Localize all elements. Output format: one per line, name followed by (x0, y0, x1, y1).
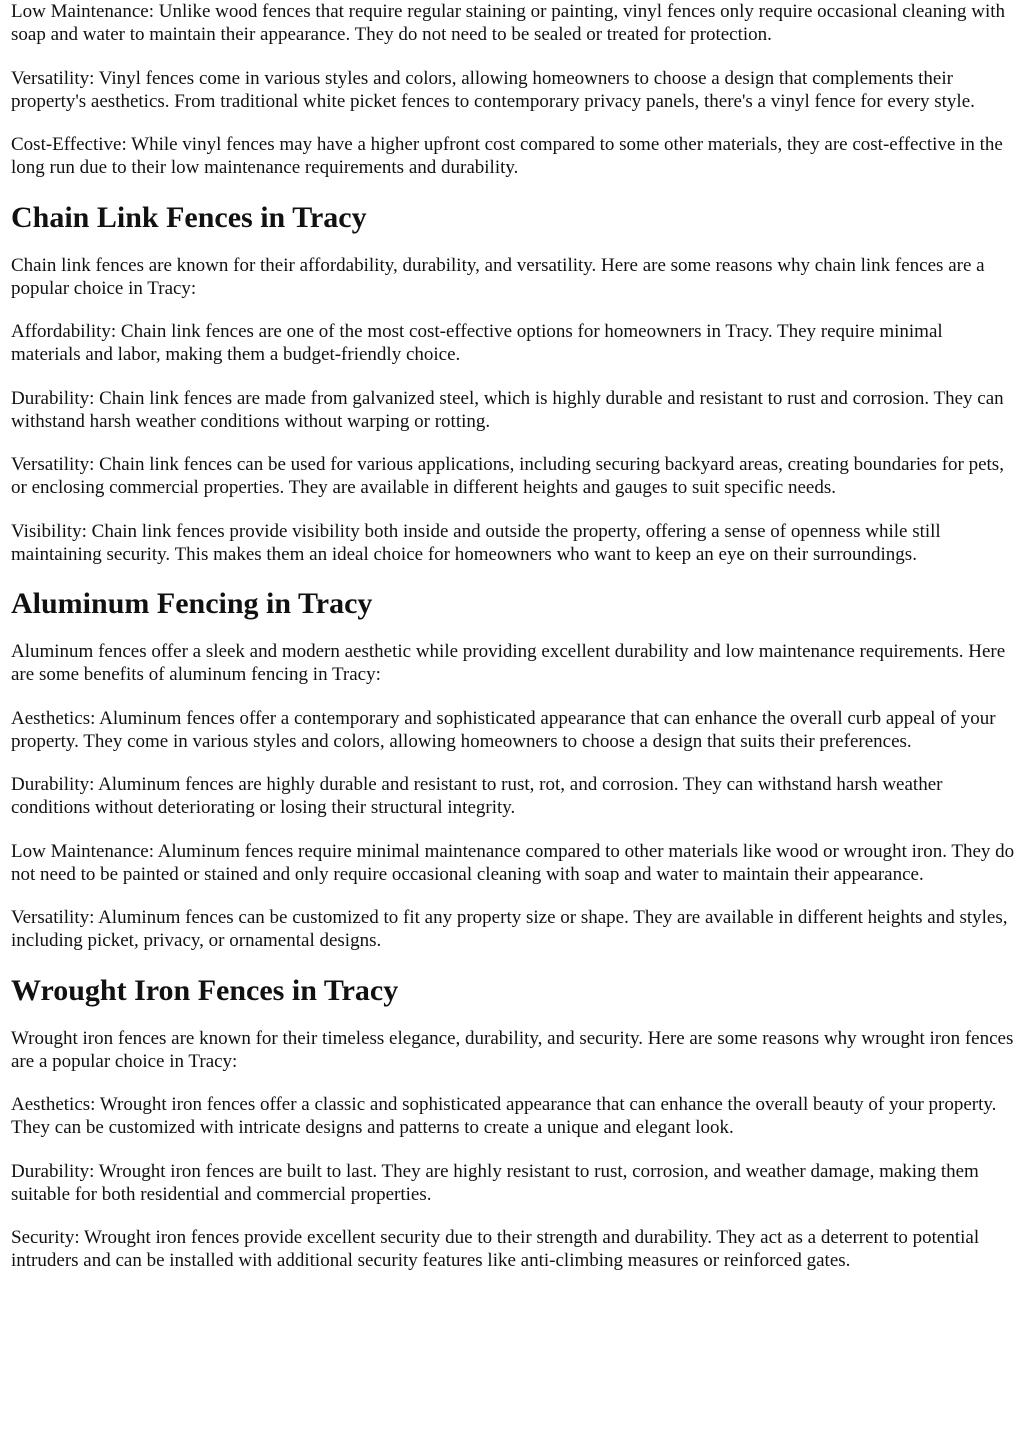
wrought-iron-section (11, 973, 1015, 1273)
chain-link-versatility-paragraph: Versatility: Chain link fences can be used for various applications, including securing backyard areas, creating boundaries for pets, or enclosing commercial properties. They are available in different heights and gauges to suit specific needs. (11, 454, 1004, 498)
aluminum-section (11, 586, 1015, 952)
aluminum-intro-paragraph: Aluminum fences offer a sleek and modern aesthetic while providing excellent durability and low maintenance requirements. Here are some benefits of aluminum fencing in Tracy: (11, 641, 1006, 685)
aluminum-durability-paragraph: Durability: Aluminum fences are highly durable and resistant to rust, rot, and corrosion. They can withstand harsh weather conditions without deteriorating or losing their structural integrity. (11, 774, 943, 818)
aluminum-low-maintenance-paragraph: Low Maintenance: Aluminum fences require minimal maintenance compared to other materials like wood or wrought iron. They do not need to be painted or stained and only require occasional cleaning with soap and water to maintain their appearance. (11, 840, 1015, 885)
wrought-iron-durability-paragraph: Durability: Wrought iron fences are built to last. They are highly resistant to rust, corrosion, and weather damage, making them suitable for both residential and commercial properties. (11, 1160, 979, 1205)
aluminum-aesthetics-paragraph: Aesthetics: Aluminum fences offer a contemporary and sophisticated appearance that can enhance the overall curb appeal of your property. They come in various styles and colors, allowing homeowners to choose a design that suits their preferences. (11, 707, 996, 752)
chain-link-heading: Chain Link Fences in Tracy (11, 200, 367, 234)
wrought-iron-aesthetics-paragraph: Aesthetics: Wrought iron fences offer a classic and sophisticated appearance that can enhance the overall beauty of your property. They can be customized with intricate designs and patterns to create a unique and elegant look. (11, 1094, 997, 1138)
vinyl-versatility-paragraph: Versatility: Vinyl fences come in various styles and colors, allowing homeowners to choose a design that complements their property's aesthetics. From traditional white picket fences to contemporary privacy panels, there's a vinyl fence for every style. (11, 67, 975, 112)
wrought-iron-security-paragraph: Security: Wrought iron fences provide excellent security due to their strength and durability. They act as a deterrent to potential intruders and can be installed with additional security features like anti-climbing measures or reinforced gates. (11, 1227, 980, 1271)
article-body (11, 0, 1015, 1293)
vinyl-low-maintenance-paragraph: Low Maintenance: Unlike wood fences that require regular staining or painting, vinyl fences only require occasional cleaning with soap and water to maintain their appearance. They do not need to be sealed or treated for protection. (11, 1, 1006, 45)
chain-link-visibility-paragraph: Visibility: Chain link fences provide visibility both inside and outside the property, offering a sense of openness while still maintaining security. This makes them an ideal choice for homeowners who want to keep an eye on their surroundings. (11, 520, 941, 565)
wrought-iron-heading: Wrought Iron Fences in Tracy (11, 973, 399, 1007)
chain-link-section (11, 200, 1015, 566)
chain-link-intro-paragraph: Chain link fences are known for their affordability, durability, and versatility. Here are some reasons why chain link fences are a popular choice in Tracy: (11, 254, 985, 299)
wrought-iron-intro-paragraph: Wrought iron fences are known for their timeless elegance, durability, and security. Here are some reasons why wrought iron fences are a popular choice in Tracy: (11, 1027, 1014, 1072)
aluminum-versatility-paragraph: Versatility: Aluminum fences can be customized to fit any property size or shape. They are available in different heights and styles, including picket, privacy, or ornamental designs. (11, 907, 1008, 951)
chain-link-affordability-paragraph: Affordability: Chain link fences are one of the most cost-effective options for homeowners in Tracy. They require minimal materials and labor, making them a budget-friendly choice. (11, 321, 943, 365)
vinyl-cost-effective-paragraph: Cost-Effective: While vinyl fences may have a higher upfront cost compared to some other materials, they are cost-effective in the long run due to their low maintenance requirements and durability. (11, 134, 1003, 178)
chain-link-durability-paragraph: Durability: Chain link fences are made from galvanized steel, which is highly durable and resistant to rust and corrosion. They can withstand harsh weather conditions without warping or rotting. (11, 387, 1004, 432)
aluminum-heading: Aluminum Fencing in Tracy (11, 587, 373, 620)
